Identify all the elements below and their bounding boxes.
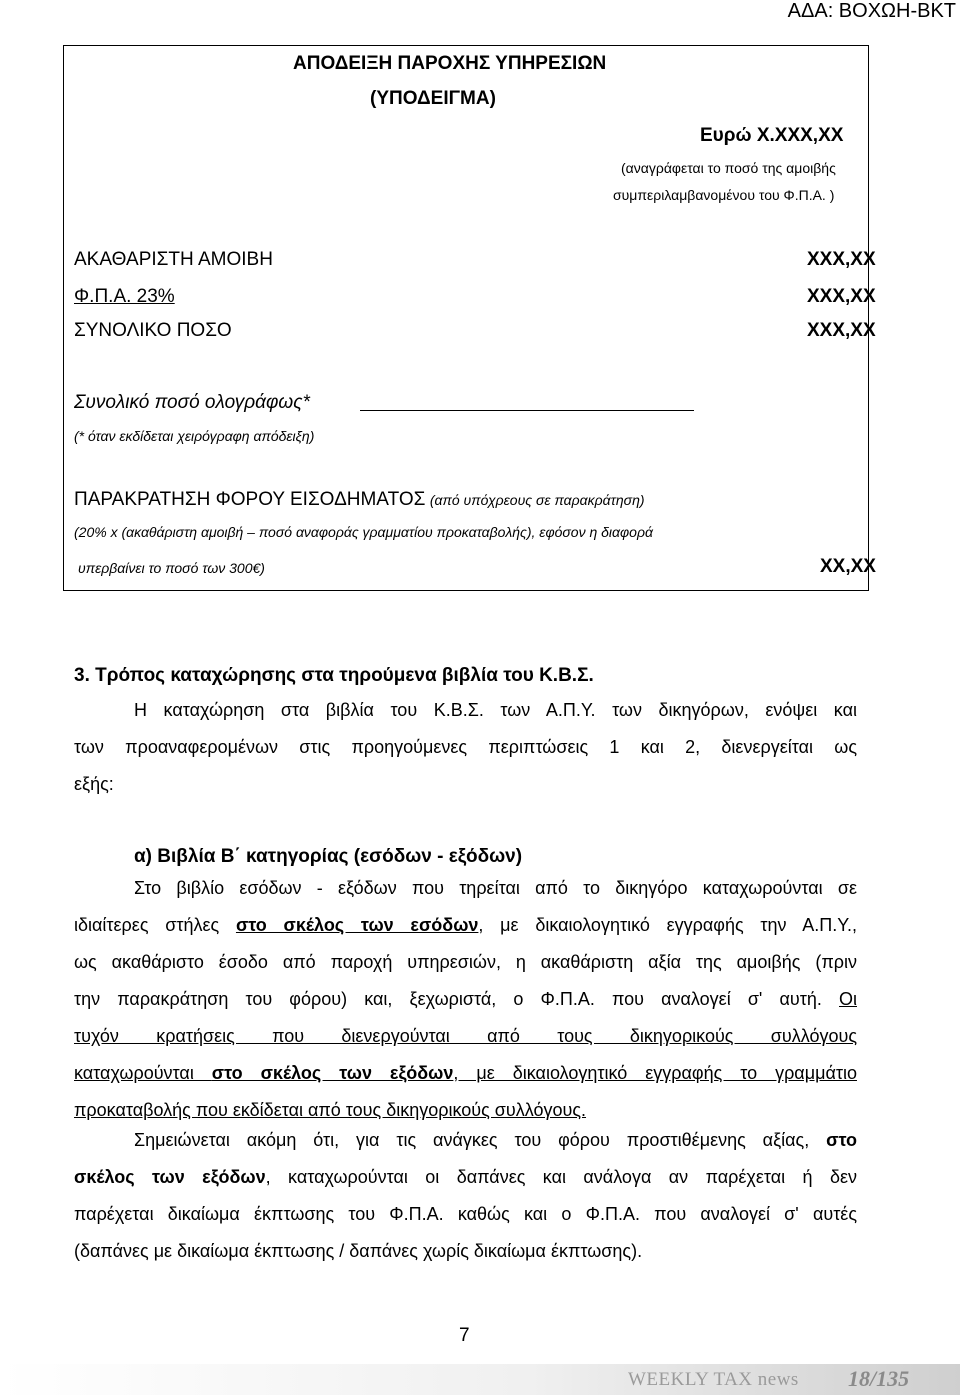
text-line: ιδιαίτερες στήλες στο σκέλος των εσόδων, με δικαιολογητικό εγγραφής την Α.Π.Υ., [74, 915, 857, 935]
intro-paragraph [74, 692, 857, 803]
publication-page-count: 18/135 [848, 1366, 910, 1391]
text-line: καταχωρούνται στο σκέλος των εξόδων, με δικαιολογητικό εγγραφής το γραμμάτιο [74, 1063, 857, 1083]
paragraph-vat [74, 1122, 857, 1270]
text-line: Στο βιβλίο εσόδων - εξόδων που τηρείται από το δικηγόρο καταχωρούνται σε [134, 878, 857, 898]
euro-note-line1: (αναγράφεται το ποσό της αμοιβής [621, 160, 836, 176]
withholding-formula-line2: υπερβαίνει το ποσό των 300€) [78, 560, 265, 576]
text-line: προκαταβολής που εκδίδεται από τους δικηγορικούς συλλόγους. [74, 1100, 587, 1120]
total-in-words-line [360, 410, 694, 411]
gross-fee-value: ΧΧΧ,ΧΧ [807, 249, 876, 270]
publication-name: WEEKLY TAX news [628, 1369, 799, 1390]
page-number: 7 [459, 1325, 470, 1346]
intro-line: εξής: [74, 774, 114, 794]
sub-heading: α) Βιβλία Β΄ κατηγορίας (εσόδων - εξόδων) [134, 846, 523, 867]
withholding-heading: ΠΑΡΑΚΡΑΤΗΣΗ ΦΟΡΟΥ ΕΙΣΟΔΗΜΑΤΟΣ (από υπόχρεους σε παρακράτηση) [74, 489, 645, 510]
section-heading: 3. Τρόπος καταχώρησης στα τηρούμενα βιβλία του Κ.Β.Σ. [74, 665, 594, 686]
text-line: Σημειώνεται ακόμη ότι, για τις ανάγκες του φόρου προστιθέμενης αξίας, στο [134, 1130, 857, 1150]
paragraph-income [74, 870, 857, 1129]
vat-label: Φ.Π.Α. 23% [74, 286, 175, 307]
receipt-title: ΑΠΟΔΕΙΞΗ ΠΑΡΟΧΗΣ ΥΠΗΡΕΣΙΩΝ [293, 53, 607, 74]
footer-bar [0, 1364, 960, 1395]
receipt-subtitle: (ΥΠΟΔΕΙΓΜΑ) [370, 88, 496, 109]
text-line: ως ακαθάριστο έσοδο από παροχή υπηρεσιών, η ακαθάριστη αξία της αμοιβής (πριν [74, 952, 857, 972]
total-label: ΣΥΝΟΛΙΚΟ ΠΟΣΟ [74, 320, 232, 341]
gross-fee-label: ΑΚΑΘΑΡΙΣΤΗ ΑΜΟΙΒΗ [74, 249, 273, 270]
euro-note-line2: συμπεριλαμβανομένου του Φ.Π.Α. ) [613, 187, 835, 203]
vat-value: ΧΧΧ,ΧΧ [807, 286, 876, 307]
withholding-value: ΧΧ,ΧΧ [820, 556, 876, 577]
total-in-words-note: (* όταν εκδίδεται χειρόγραφη απόδειξη) [74, 428, 315, 444]
text-line: παρέχεται δικαίωμα έκπτωσης του Φ.Π.Α. καθώς και ο Φ.Π.Α. που αναλογεί σ' αυτές [74, 1204, 857, 1224]
euro-amount: Ευρώ Χ.ΧΧΧ,ΧΧ [700, 125, 844, 146]
text-line: τυχόν κρατήσεις που διενεργούνται από τους δικηγορικούς συλλόγους [74, 1026, 857, 1046]
text-line: (δαπάνες με δικαίωμα έκπτωσης / δαπάνες χωρίς δικαίωμα έκπτωσης). [74, 1241, 643, 1261]
intro-line: Η καταχώρηση στα βιβλία του Κ.Β.Σ. των Α.Π.Υ. των δικηγόρων, ενόψει και [134, 700, 857, 720]
total-in-words-label: Συνολικό ποσό ολογράφως* [74, 392, 310, 413]
text-line: σκέλος των εξόδων, καταχωρούνται οι δαπάνες και ανάλογα αν παρέχεται ή δεν [74, 1167, 857, 1187]
withholding-formula-line1: (20% x (ακαθάριστη αμοιβή – ποσό αναφοράς γραμματίου προκαταβολής), εφόσον η διαφορά [74, 524, 653, 540]
text-line: την παρακράτηση του φόρου) και, ξεχωριστά, ο Φ.Π.Α. που αναλογεί σ' αυτή. Οι [74, 989, 857, 1009]
intro-line: των προαναφερομένων στις προηγούμενες περιπτώσεις 1 και 2, διενεργείται ως [74, 737, 857, 757]
total-value: ΧΧΧ,ΧΧ [807, 320, 876, 341]
document-reference: ΑΔΑ: ΒΟΧΩΗ-ΒΚΤ [787, 0, 956, 22]
